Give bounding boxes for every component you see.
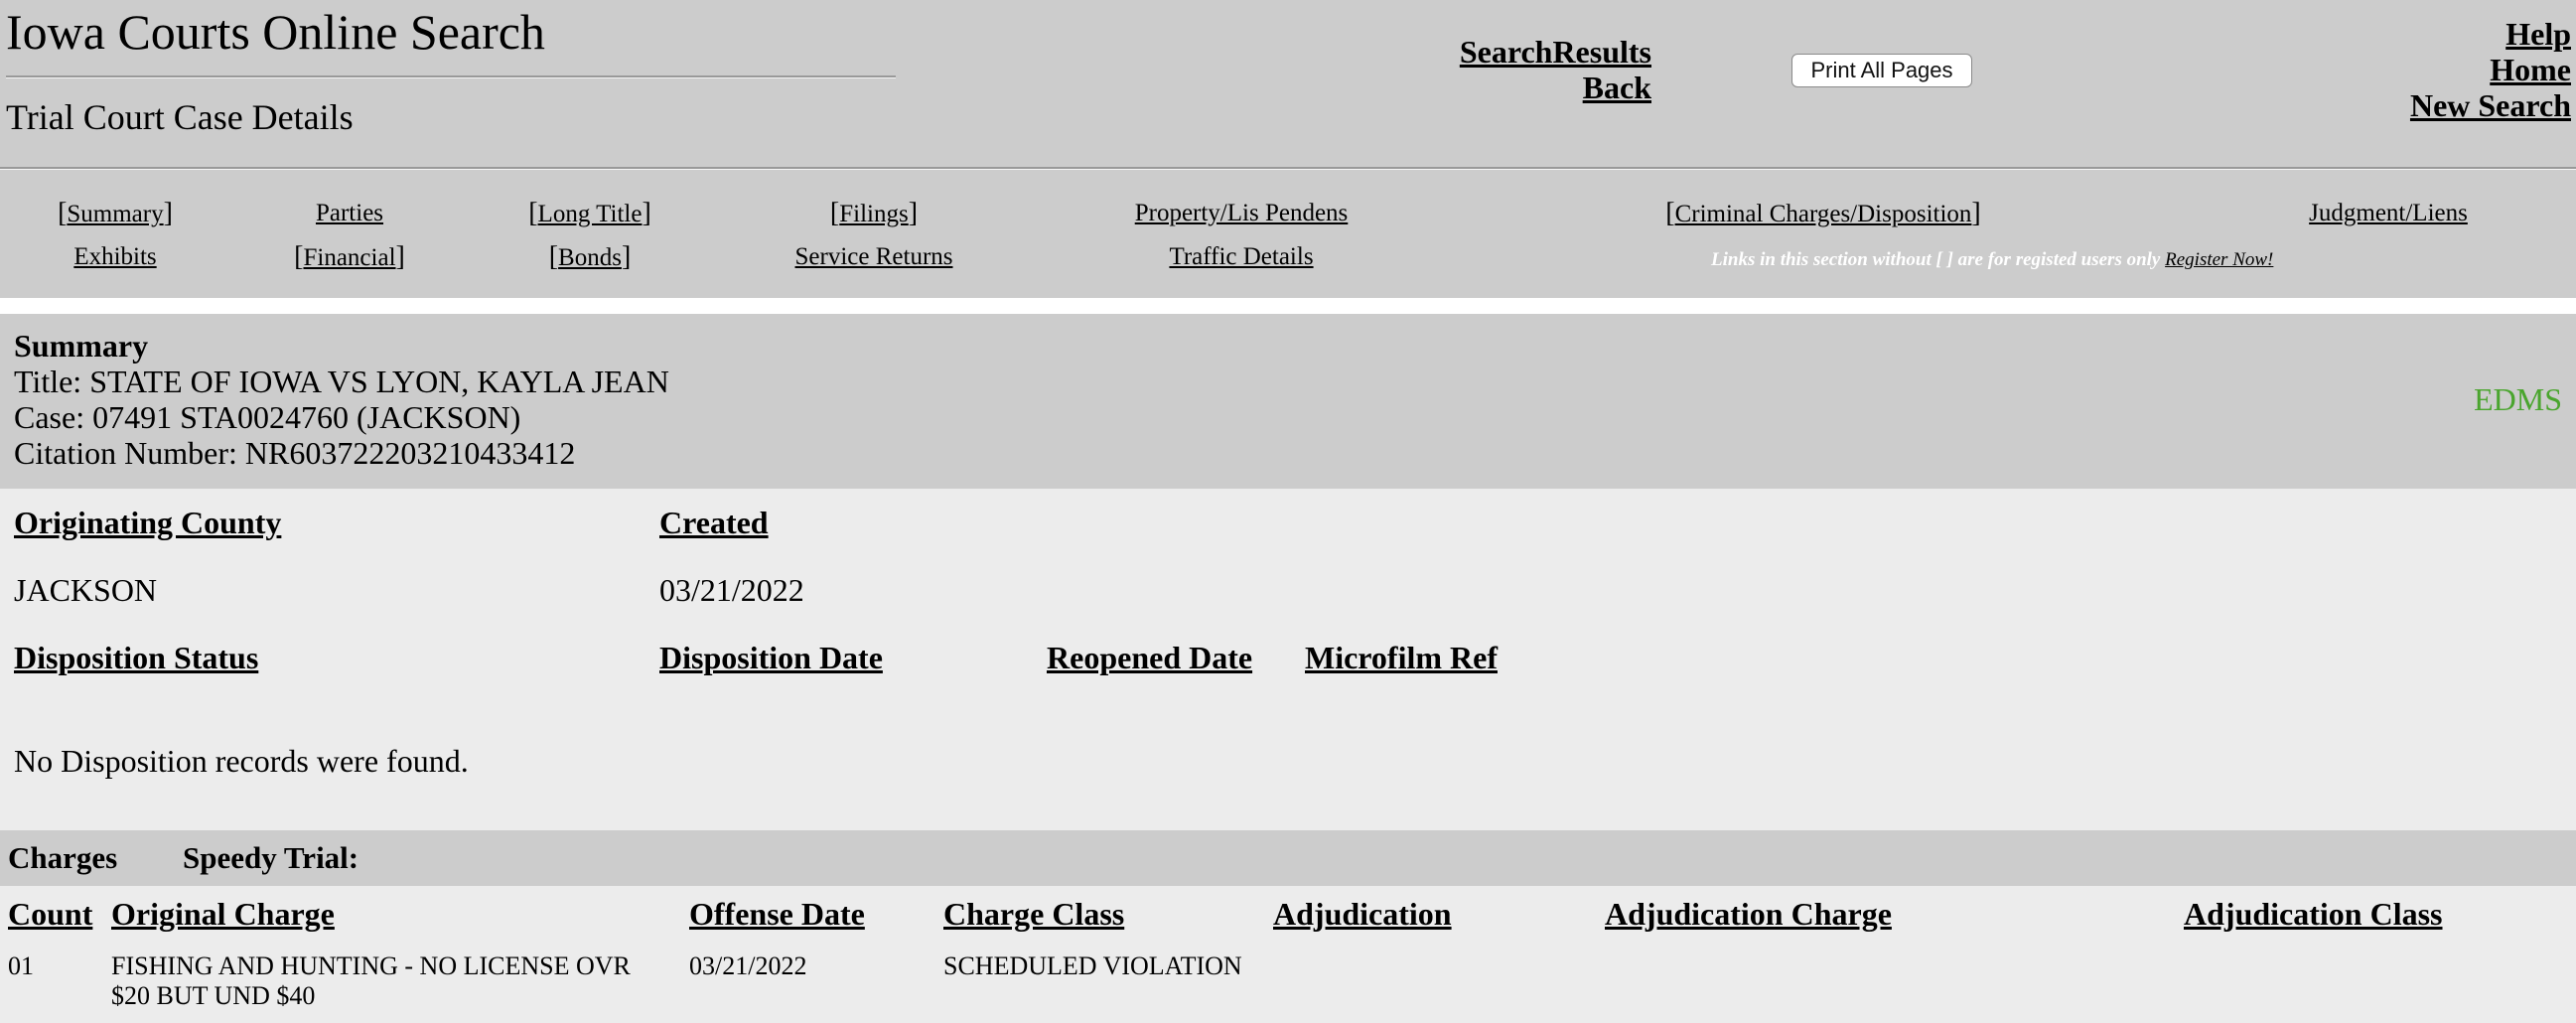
section-link-exhibits: [73, 242, 156, 272]
section-link-long-title: [528, 199, 651, 229]
page-subtitle: Trial Court Case Details: [6, 97, 354, 137]
traffic-details-link[interactable]: Traffic Details: [1169, 243, 1314, 270]
col-adjudication-class: Adjudication Class: [2184, 896, 2443, 932]
charges-heading: Charges: [8, 840, 118, 875]
property-lis-pendens-link[interactable]: Property/Lis Pendens: [1134, 200, 1349, 226]
parties-link[interactable]: Parties: [315, 200, 384, 226]
bracket-close: ]: [908, 198, 919, 228]
section-link-filings: [830, 199, 918, 229]
disposition-status-label: Disposition Status: [14, 640, 259, 675]
originating-county-value: JACKSON: [14, 572, 158, 608]
col-offense-date: Offense Date: [689, 896, 865, 932]
back-link[interactable]: Back: [1582, 70, 1651, 105]
no-disposition-message: No Disposition records were found.: [14, 743, 469, 779]
print-all-pages-button[interactable]: Print All Pages: [1791, 54, 1972, 87]
section-link-service-returns: [795, 242, 953, 272]
registered-users-note: [1711, 248, 2273, 272]
long-title-link[interactable]: Long Title: [537, 201, 643, 227]
offense-date: 03/21/2022: [689, 951, 807, 980]
header-divider: [0, 167, 2576, 170]
charge-count: 01: [8, 951, 34, 980]
search-results-link[interactable]: SearchResults: [1459, 34, 1651, 70]
speedy-trial-label: Speedy Trial:: [183, 840, 359, 875]
site-title: Iowa Courts Online Search: [6, 4, 545, 60]
summary-heading: Summary: [14, 328, 149, 364]
bracket-open: [: [1665, 198, 1675, 228]
page-header: [0, 0, 2576, 298]
results-nav: [1460, 34, 1651, 105]
citation-number: Citation Number: NR603722203210433412: [14, 435, 576, 471]
bracket-open: [: [58, 198, 68, 228]
disposition-date-label: Disposition Date: [659, 640, 883, 675]
col-charge-class: Charge Class: [943, 896, 1125, 932]
section-link-property: [1135, 199, 1349, 228]
bracket-open: [: [548, 241, 559, 272]
col-adjudication-charge: Adjudication Charge: [1605, 896, 1892, 932]
case-number: Case: 07491 STA0024760 (JACKSON): [14, 399, 521, 435]
section-link-judgment: [2309, 199, 2468, 228]
registered-users-text: Links in this section without [ ] are for registed users only: [1711, 249, 2161, 270]
bracket-close: ]: [642, 198, 651, 228]
edms-link[interactable]: EDMS: [2474, 381, 2562, 417]
reopened-date-label: Reopened Date: [1047, 640, 1253, 675]
section-link-parties: [316, 199, 383, 228]
bracket-open: [: [294, 241, 304, 272]
col-count: Count: [8, 896, 93, 932]
col-original-charge: Original Charge: [111, 896, 335, 932]
service-returns-link[interactable]: Service Returns: [794, 243, 953, 270]
created-value: 03/21/2022: [659, 572, 804, 608]
help-link[interactable]: Help: [2505, 16, 2571, 52]
exhibits-link[interactable]: Exhibits: [73, 243, 157, 270]
criminal-charges-link[interactable]: Criminal Charges/Disposition: [1674, 201, 1972, 227]
judgment-liens-link[interactable]: Judgment/Liens: [2309, 200, 2468, 226]
home-link[interactable]: Home: [2490, 52, 2571, 87]
originating-county-label: Originating County: [14, 505, 282, 540]
utility-nav: [2410, 16, 2571, 123]
charges-table: [0, 886, 2576, 1023]
bracket-open: [: [829, 198, 840, 228]
bracket-close: ]: [395, 241, 405, 272]
bracket-close: ]: [1971, 198, 1981, 228]
charge-description: FISHING AND HUNTING - NO LICENSE OVR $20 BUT UND $40: [111, 951, 631, 1010]
register-now-link[interactable]: Register Now!: [2165, 249, 2274, 270]
col-adjudication: Adjudication: [1273, 896, 1452, 932]
section-link-bonds: [549, 242, 632, 273]
new-search-link[interactable]: New Search: [2409, 87, 2571, 123]
section-link-summary: [58, 199, 173, 229]
bonds-link[interactable]: Bonds: [558, 244, 622, 271]
charge-class: SCHEDULED VIOLATION: [943, 951, 1242, 980]
case-title: Title: STATE OF IOWA VS LYON, KAYLA JEAN: [14, 364, 669, 399]
filings-link[interactable]: Filings: [839, 201, 909, 227]
charges-header-bar: [0, 830, 2576, 886]
microfilm-ref-label: Microfilm Ref: [1305, 640, 1498, 675]
summary-link[interactable]: Summary: [67, 201, 164, 227]
summary-panel: [0, 314, 2576, 489]
financial-link[interactable]: Financial: [303, 244, 396, 271]
section-link-criminal-charges: [1665, 199, 1981, 229]
section-link-traffic-details: [1169, 242, 1313, 272]
created-label: Created: [659, 505, 769, 540]
bracket-close: ]: [163, 198, 173, 228]
case-detail-panel: [0, 489, 2576, 830]
bracket-close: ]: [621, 241, 632, 272]
title-divider: [6, 75, 896, 78]
section-link-financial: [294, 242, 405, 273]
section-spacer: [0, 298, 2576, 314]
bracket-open: [: [528, 198, 538, 228]
